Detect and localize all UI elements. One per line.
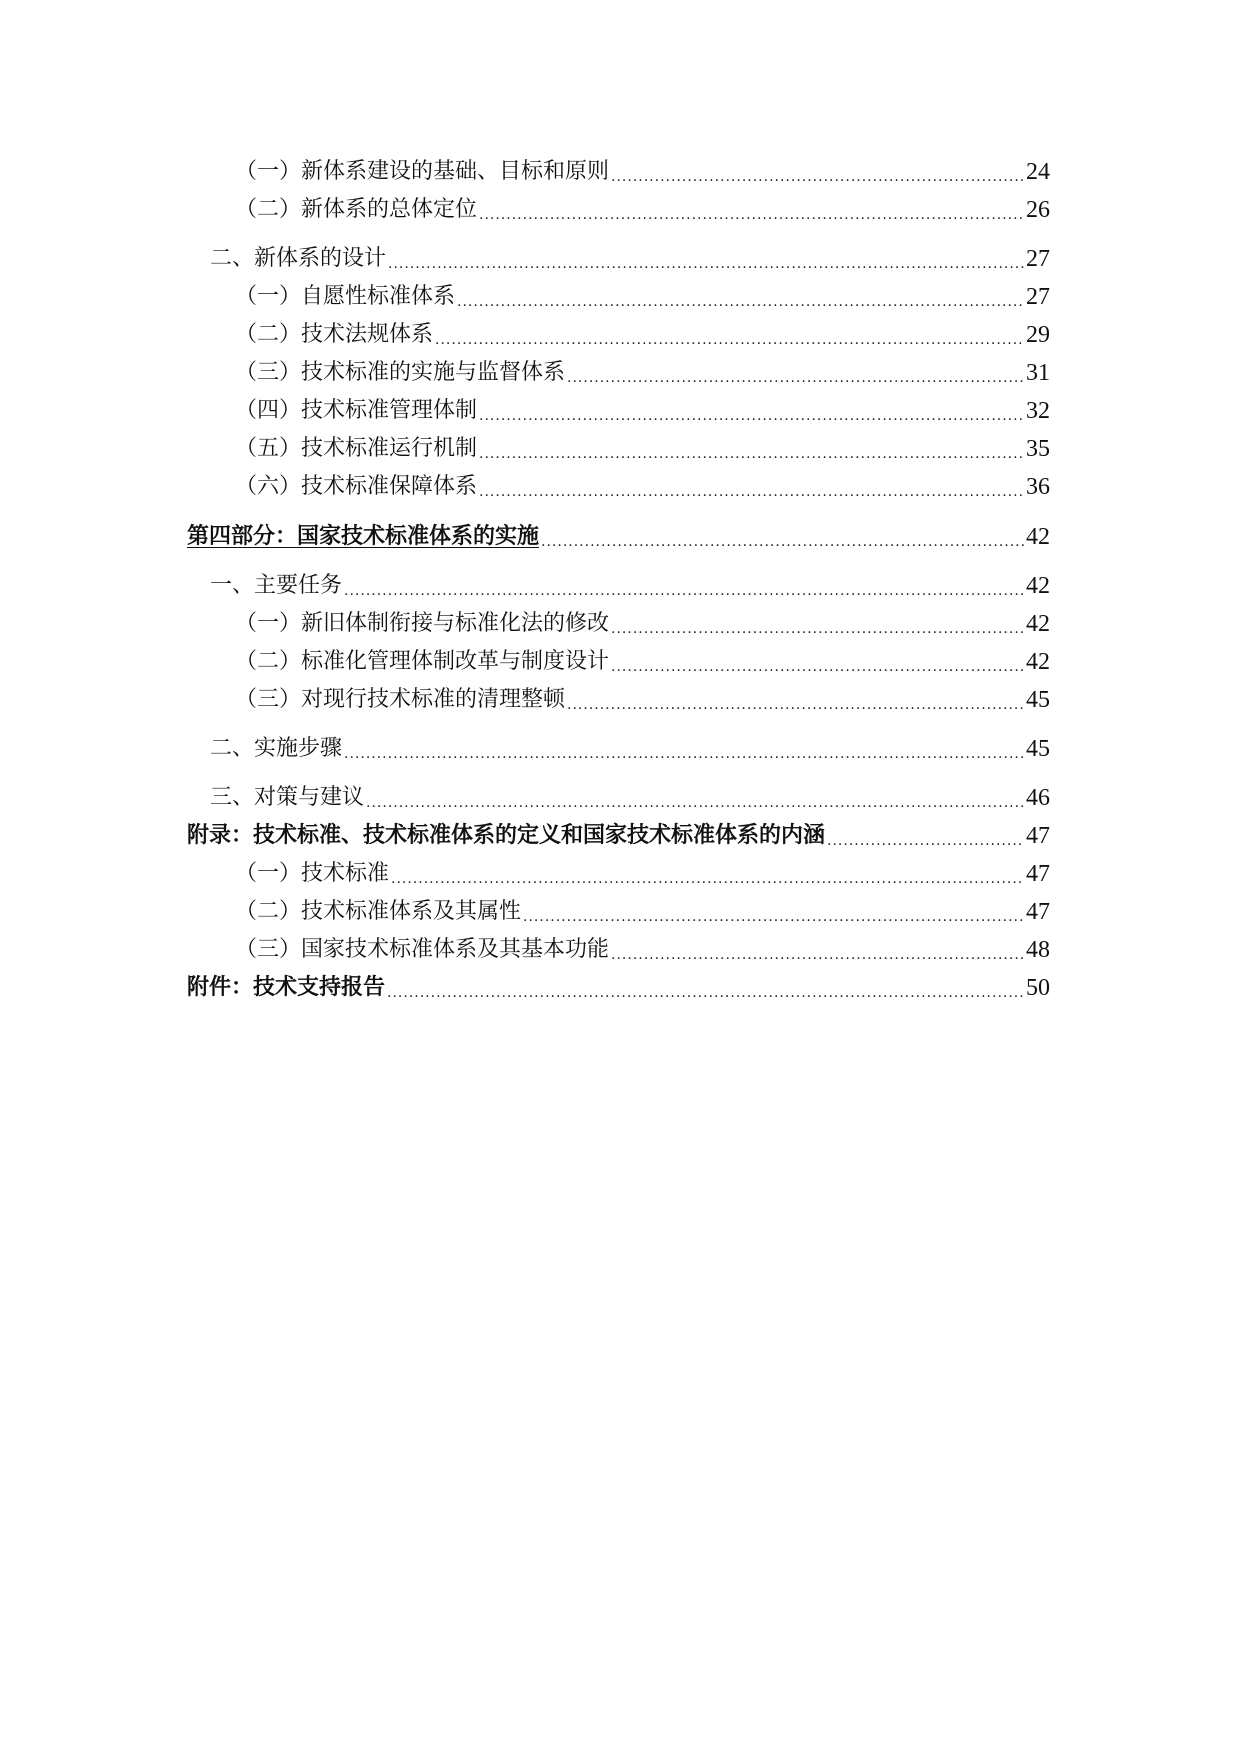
toc-page-number: 42 [1026, 649, 1050, 675]
toc-page-number: 27 [1026, 246, 1050, 272]
toc-page-number: 47 [1026, 861, 1050, 887]
toc-leader [479, 194, 1024, 226]
toc-appendix-heading[interactable] [187, 820, 1050, 852]
toc-leader [366, 782, 1024, 814]
toc-page-number: 31 [1026, 360, 1050, 386]
toc-entry-label: 二、实施步骤 [210, 736, 343, 761]
toc-leader [435, 319, 1024, 351]
toc-entry[interactable] [210, 782, 1050, 814]
toc-page-number: 35 [1026, 436, 1050, 462]
toc-leader [457, 281, 1024, 313]
toc-leader [827, 820, 1024, 852]
toc-leader [387, 972, 1024, 1004]
toc-page-number: 42 [1026, 611, 1050, 637]
toc-page-number: 50 [1026, 975, 1050, 1001]
toc-page-number: 48 [1026, 937, 1050, 963]
toc-entry[interactable] [235, 156, 1050, 188]
toc-entry[interactable] [235, 395, 1050, 427]
toc-leader [611, 156, 1024, 188]
toc-entry[interactable] [235, 684, 1050, 716]
toc-entry[interactable] [235, 471, 1050, 503]
toc-entry[interactable] [210, 733, 1050, 765]
toc-entry-label: （三）国家技术标准体系及其基本功能 [235, 937, 610, 962]
toc-page-number: 47 [1026, 823, 1050, 849]
toc-page-number: 36 [1026, 474, 1050, 500]
toc-leader [479, 471, 1024, 503]
toc-leader [479, 395, 1024, 427]
toc-entry-label: （一）新旧体制衔接与标准化法的修改 [235, 611, 610, 636]
toc-leader [391, 858, 1024, 890]
toc-page-number: 42 [1026, 524, 1050, 550]
toc-entry-label: 三、对策与建议 [210, 785, 365, 810]
toc-entry-label: 附录：技术标准、技术标准体系的定义和国家技术标准体系的内涵 [187, 823, 826, 848]
toc-page-number: 46 [1026, 785, 1050, 811]
toc-entry-label: （一）自愿性标准体系 [235, 284, 456, 309]
toc-attachment-heading[interactable] [187, 972, 1050, 1004]
toc-leader [611, 608, 1024, 640]
toc-entry-label: （二）标准化管理体制改革与制度设计 [235, 649, 610, 674]
toc-entry-label: （一）新体系建设的基础、目标和原则 [235, 159, 610, 184]
toc-entry[interactable] [235, 319, 1050, 351]
toc-entry[interactable] [235, 896, 1050, 928]
toc-leader [523, 896, 1024, 928]
toc-entry[interactable] [235, 281, 1050, 313]
toc-leader [344, 570, 1024, 602]
toc-page-number: 29 [1026, 322, 1050, 348]
toc-page-number: 45 [1026, 736, 1050, 762]
toc-entry-label: 附件：技术支持报告 [187, 975, 386, 1000]
toc-leader [479, 433, 1024, 465]
toc-entry-label: （二）技术标准体系及其属性 [235, 899, 522, 924]
toc-page-number: 47 [1026, 899, 1050, 925]
toc-entry-label: （一）技术标准 [235, 861, 390, 886]
toc-entry-label: （四）技术标准管理体制 [235, 398, 478, 423]
toc-entry-label: （二）技术法规体系 [235, 322, 434, 347]
toc-page-number: 27 [1026, 284, 1050, 310]
toc-entry-label: 二、新体系的设计 [210, 246, 387, 271]
toc-page-number: 24 [1026, 159, 1050, 185]
toc-entry[interactable] [235, 433, 1050, 465]
toc-page-number: 45 [1026, 687, 1050, 713]
toc-entry[interactable] [210, 243, 1050, 275]
toc-entry[interactable] [210, 570, 1050, 602]
toc-entry[interactable] [235, 858, 1050, 890]
toc-page-number: 42 [1026, 573, 1050, 599]
toc-entry-label: （三）技术标准的实施与监督体系 [235, 360, 566, 385]
toc-entry-label: 第四部分：国家技术标准体系的实施 [187, 524, 540, 549]
toc-leader [541, 521, 1024, 553]
toc-entry[interactable] [235, 934, 1050, 966]
toc-page-number: 26 [1026, 197, 1050, 223]
toc-part-heading[interactable] [187, 521, 1050, 553]
toc-page-number: 32 [1026, 398, 1050, 424]
toc-leader [567, 684, 1024, 716]
toc-leader [611, 934, 1024, 966]
toc-entry[interactable] [235, 357, 1050, 389]
toc-leader [567, 357, 1024, 389]
toc-leader [611, 646, 1024, 678]
toc-entry-label: （六）技术标准保障体系 [235, 474, 478, 499]
toc-entry-label: （五）技术标准运行机制 [235, 436, 478, 461]
toc-entry[interactable] [235, 646, 1050, 678]
toc-leader [388, 243, 1024, 275]
toc-entry-label: （二）新体系的总体定位 [235, 197, 478, 222]
toc-leader [344, 733, 1024, 765]
toc-entry[interactable] [235, 608, 1050, 640]
toc-entry-label: （三）对现行技术标准的清理整顿 [235, 687, 566, 712]
toc-entry-label: 一、主要任务 [210, 573, 343, 598]
toc-entry[interactable] [235, 194, 1050, 226]
